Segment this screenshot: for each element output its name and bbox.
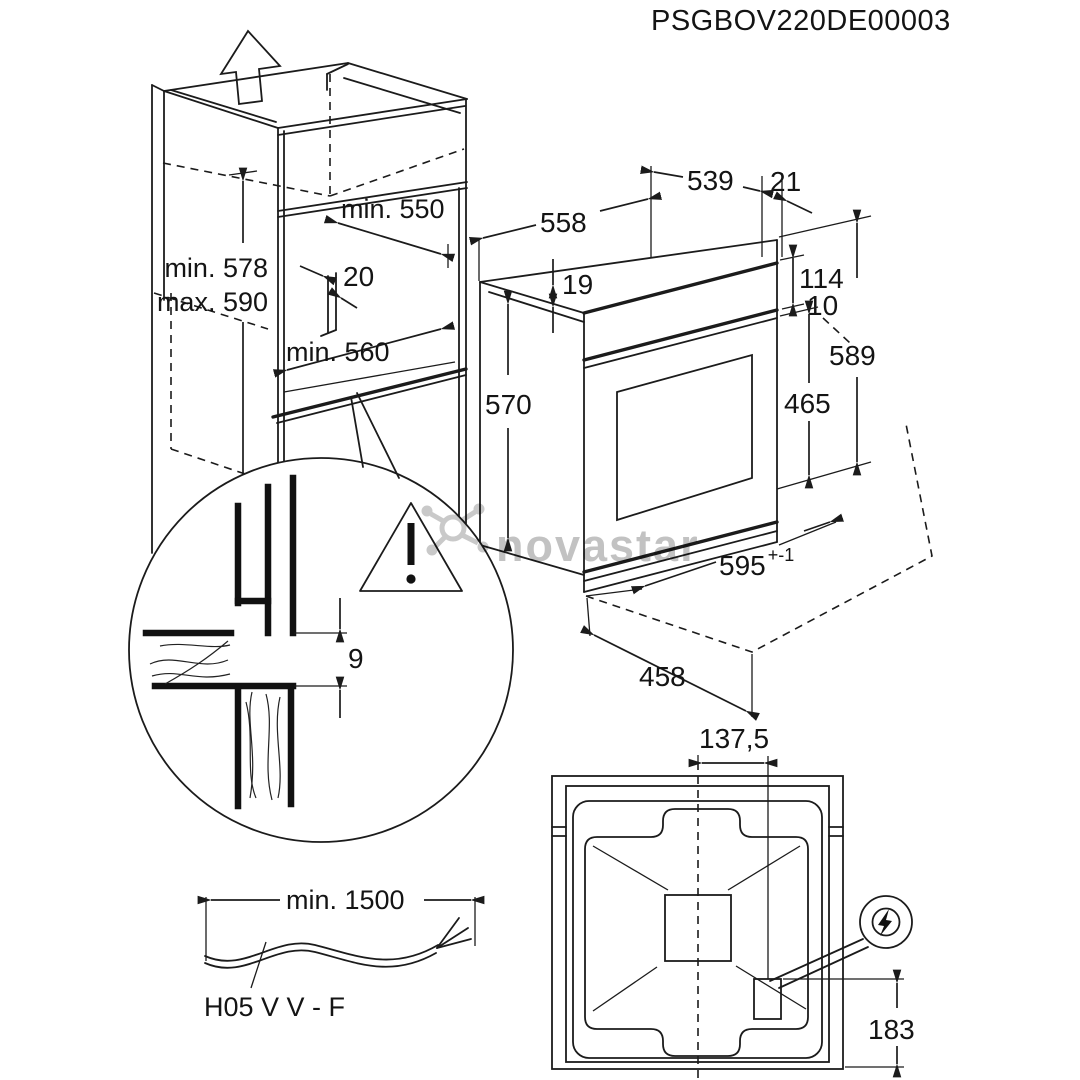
electric-shock-icon (860, 896, 912, 948)
dim-back-offset: 21 (770, 166, 802, 197)
dim-door-gap: 10 (807, 290, 839, 321)
power-cable (205, 943, 438, 960)
dim-connector-offset: 137,5 (699, 723, 770, 754)
cable-diagram (204, 885, 475, 1022)
detail-circle (129, 393, 513, 842)
dim-cable-length: min. 1500 (286, 885, 405, 915)
drawing-code: PSGBOV220DE00003 (651, 5, 951, 37)
dim-niche-width: min. 560 (286, 337, 390, 367)
watermark-text: novastar (496, 520, 700, 571)
dim-door-height: 465 (784, 388, 831, 419)
dim-width: 595 $^{+-1}$ (719, 545, 795, 581)
dim-rear-gap: 20 (343, 261, 375, 292)
dim-panel-height: 114 (799, 263, 844, 294)
dim-total-depth: 558 (540, 207, 587, 238)
dim-wall-gap: 9 (348, 643, 364, 674)
dim-side-height: 570 (485, 389, 532, 420)
dim-top-depth: 539 (687, 165, 734, 196)
dim-total-height: 589 (829, 340, 876, 371)
rear-view (552, 723, 915, 1079)
dim-niche-height-min: min. 578 (164, 253, 268, 283)
cable-type-label: H05 V V - F (204, 992, 346, 1022)
dim-top-thickness: 19 (562, 269, 594, 300)
dim-niche-depth: min. 550 (341, 194, 445, 224)
up-arrow-icon (221, 31, 280, 104)
dim-bottom-depth: 458 (639, 661, 686, 692)
dim-connector-height: 183 (868, 1014, 915, 1045)
dim-niche-height-max: max. 590 (156, 287, 268, 317)
oven-view (479, 165, 932, 717)
